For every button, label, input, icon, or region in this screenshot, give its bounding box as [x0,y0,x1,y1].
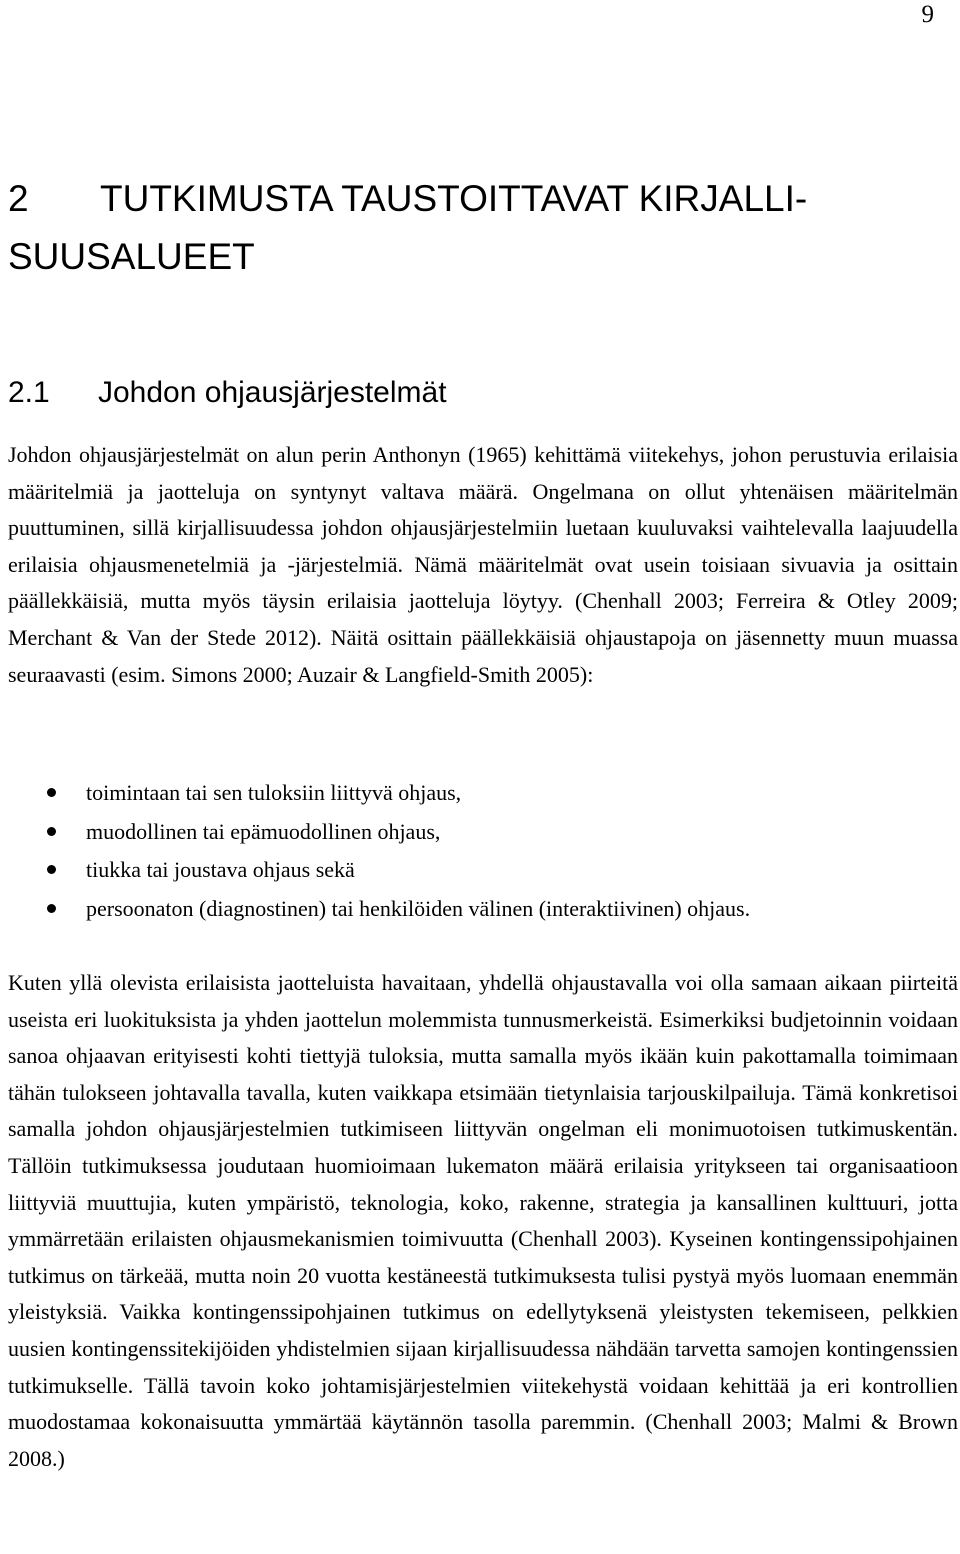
chapter-title-line1: TUTKIMUSTA TAUSTOITTAVAT KIRJALLI- [100,178,808,219]
bullet-icon [47,904,56,913]
list-item-text: tiukka tai joustava ohjaus sekä [86,857,355,882]
discussion-paragraph: Kuten yllä olevista erilaisista jaotteluista havaitaan, yhdellä ohjaustavalla voi olla samaan aikaan piirteitä useista eri luokituksista ja yhden jaottelun molemmista tunnusmerkeistä. Esimerkiksi budjetoinnin voidaan sanoa ohjaavan erityisesti kohti tiettyjä tuloksia, mutta samalla myös ikään kuin pakottamalla toimimaan tähän tulokseen johtavalla tavalla, kuten vaikkapa etsimään tietynlaisia tarjouskilpailuja. Tämä konkretisoi samalla johdon ohjausjärjestelmien tutkimiseen liittyvän ongelman eli monimuotoisen tutkimuskentän. Tällöin tutkimuksessa joudutaan huomioimaan lukematon määrä erilaisia yritykseen tai organisaatioon liittyviä muuttujia, kuten ympäristö, teknologia, koko, rakenne, strategia ja kansallinen kulttuuri, jotta ymmärretään erilaisten ohjausmekanismien toimivuutta (Chenhall 2003). Kyseinen kontingenssipohjainen tutkimus on tärkeää, mutta noin 20 vuotta kestäneestä tutkimuksesta tulisi pystyä myös luomaan enemmän yleistyksiä. Vaikka kontingenssipohjainen tutkimus on edellytyksenä yleistysten tekemiseen, pelkkien uusien kontingenssitekijöiden yhdistelmien sijaan kirjallisuudessa nähdään tarvetta samojen kontingenssien tutkimukselle. Tällä tavoin koko johtamisjärjestelmien viitekehystä voidaan kehittää ja eri kontrollien muodostamaa kokonaisuutta ymmärtää käytännön tasolla paremmin. (Chenhall 2003; Malmi & Brown 2008.) [8,970,958,1471]
control-types-list [8,774,958,928]
chapter-heading [8,170,948,286]
bullet-icon [47,865,56,874]
chapter-title-line2: SUUSALUEET [8,236,255,277]
section-number: 2.1 [8,376,50,409]
list-item-text: muodollinen tai epämuodollinen ohjaus, [86,818,441,844]
list-item-text: toimintaan tai sen tuloksiin liittyvä ohjaus, [86,780,462,805]
list-item [8,890,958,929]
section-title: Johdon ohjausjärjestelmät [98,376,447,409]
intro-paragraph: Johdon ohjausjärjestelmät on alun perin Anthonyn (1965) kehittämä viitekehys, johon perustuvia erilaisia määritelmiä ja jaotteluja on syntynyt valtava määrä. Ongelmana on ollut yhtenäisen määritelmän puuttuminen, sillä kirjallisuudessa johdon ohjausjärjestelmiin luetaan kuuluvaksi vaihtelevalla laajuudella erilaisia ohjausmenetelmiä ja -järjestelmiä. Nämä määritelmät ovat usein toisiaan sivuavia ja osittain päällekkäisiä, mutta myös täysin erilaisia jaotteluja löytyy. (Chenhall 2003; Ferreira & Otley 2009; Merchant & Van der Stede 2012). Näitä osittain päällekkäisiä ohjaustapoja on jäsennetty muun muassa seuraavasti (esim. Simons 2000; Auzair & Langfield-Smith 2005): [8,442,958,687]
bullet-icon [47,788,56,797]
page-number: 9 [921,1,934,28]
chapter-number: 2 [8,178,29,219]
list-item [8,774,958,813]
list-item [8,813,958,852]
list-item-text: persoonaton (diagnostinen) tai henkilöiden välinen (interaktiivinen) ohjaus. [86,895,751,921]
section-heading [8,372,447,414]
bullet-icon [47,827,56,836]
list-item [8,851,958,890]
